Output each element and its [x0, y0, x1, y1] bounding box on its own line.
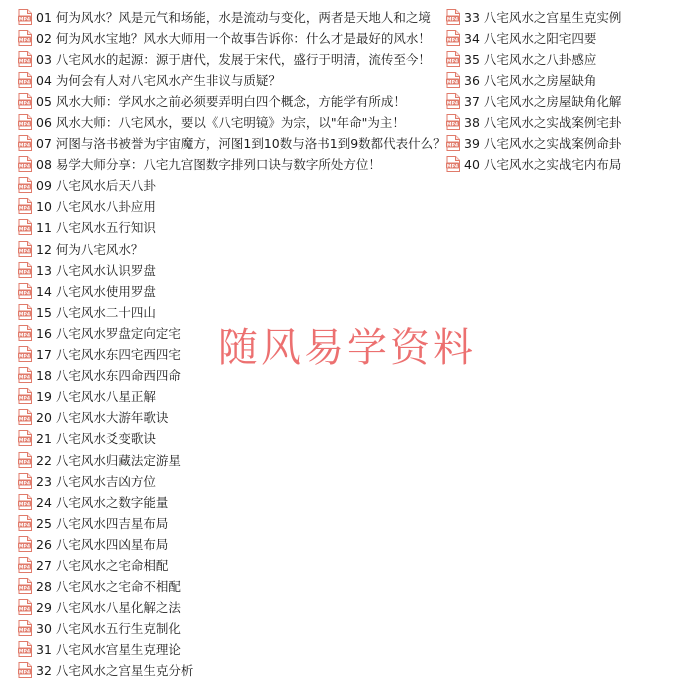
file-name: 29 八宅风水八星化解之法 — [36, 600, 181, 616]
file-item[interactable] — [446, 48, 700, 69]
svg-text:MP4: MP4 — [18, 354, 31, 360]
mp4-file-icon — [18, 557, 32, 573]
svg-text:MP4: MP4 — [18, 206, 31, 212]
file-item[interactable] — [18, 301, 448, 322]
file-item[interactable] — [18, 27, 448, 48]
mp4-file-icon — [18, 662, 32, 678]
svg-text:MP4: MP4 — [18, 269, 31, 275]
mp4-file-icon — [18, 93, 32, 109]
file-name: 38 八宅风水之实战案例宅卦 — [464, 115, 622, 131]
file-item[interactable] — [18, 6, 448, 27]
file-item[interactable] — [18, 618, 448, 639]
svg-text:MP4: MP4 — [18, 459, 31, 465]
file-item[interactable] — [18, 491, 448, 512]
file-name: 01 何为风水？风是元气和场能，水是流动与变化，两者是天地人和之境 — [36, 9, 431, 25]
file-item[interactable] — [18, 576, 448, 597]
svg-text:MP4: MP4 — [18, 16, 31, 22]
file-item[interactable] — [446, 111, 700, 132]
mp4-file-icon — [18, 30, 32, 46]
svg-text:MP4: MP4 — [18, 628, 31, 634]
file-name: 05 风水大师：学风水之前必须要弄明白四个概念，方能学有所成！ — [36, 93, 406, 109]
file-name: 16 八宅风水罗盘定向定宅 — [36, 325, 181, 341]
file-item[interactable] — [18, 111, 448, 132]
file-item[interactable] — [18, 48, 448, 69]
file-name: 25 八宅风水四吉星布局 — [36, 515, 169, 531]
file-item[interactable] — [18, 365, 448, 386]
file-item[interactable] — [18, 533, 448, 554]
svg-text:MP4: MP4 — [446, 164, 459, 170]
file-name: 39 八宅风水之实战案例命卦 — [464, 136, 622, 152]
file-name: 23 八宅风水吉凶方位 — [36, 473, 156, 489]
mp4-file-icon — [18, 114, 32, 130]
svg-text:MP4: MP4 — [18, 143, 31, 149]
mp4-file-icon — [446, 135, 460, 151]
svg-text:MP4: MP4 — [446, 143, 459, 149]
file-item[interactable] — [18, 90, 448, 111]
svg-text:MP4: MP4 — [18, 312, 31, 318]
file-name: 36 八宅风水之房屋缺角 — [464, 72, 597, 88]
file-name: 14 八宅风水使用罗盘 — [36, 283, 156, 299]
file-item[interactable] — [18, 428, 448, 449]
mp4-file-icon — [446, 93, 460, 109]
watermark-text: 随风易学资料 — [218, 325, 476, 371]
mp4-file-icon — [446, 51, 460, 67]
svg-text:MP4: MP4 — [18, 291, 31, 297]
file-name: 24 八宅风水之数字能量 — [36, 494, 169, 510]
file-item[interactable] — [446, 90, 700, 111]
svg-text:MP4: MP4 — [18, 227, 31, 233]
file-item[interactable] — [18, 554, 448, 575]
mp4-file-icon — [18, 304, 32, 320]
file-name: 02 何为风水宝地？风水大师用一个故事告诉你：什么才是最好的风水！ — [36, 30, 431, 46]
file-name: 18 八宅风水东四命西四命 — [36, 368, 181, 384]
file-item[interactable] — [18, 196, 448, 217]
file-name: 09 八宅风水后天八卦 — [36, 178, 156, 194]
svg-text:MP4: MP4 — [18, 185, 31, 191]
file-item[interactable] — [18, 386, 448, 407]
svg-text:MP4: MP4 — [18, 59, 31, 65]
file-name: 21 八宅风水爻变歌诀 — [36, 431, 156, 447]
file-item[interactable] — [18, 259, 448, 280]
file-item[interactable] — [18, 322, 448, 343]
svg-text:MP4: MP4 — [18, 649, 31, 655]
mp4-file-icon — [18, 241, 32, 257]
mp4-file-icon — [446, 72, 460, 88]
file-item[interactable] — [18, 238, 448, 259]
file-name: 11 八宅风水五行知识 — [36, 220, 156, 236]
file-name: 10 八宅风水八卦应用 — [36, 199, 156, 215]
file-name: 15 八宅风水二十四山 — [36, 304, 156, 320]
file-name: 40 八宅风水之实战宅内布局 — [464, 157, 622, 173]
mp4-file-icon — [18, 51, 32, 67]
file-name: 20 八宅风水大游年歌诀 — [36, 410, 169, 426]
mp4-file-icon — [446, 156, 460, 172]
svg-text:MP4: MP4 — [446, 122, 459, 128]
file-name: 28 八宅风水之宅命不相配 — [36, 579, 181, 595]
file-name: 31 八宅风水宫星生克理论 — [36, 642, 181, 658]
file-name: 07 河图与洛书被誉为宇宙魔方，河图1到10数与洛书1到9数都代表什么？ — [36, 136, 446, 152]
file-name: 26 八宅风水四凶星布局 — [36, 536, 169, 552]
svg-text:MP4: MP4 — [446, 59, 459, 65]
mp4-file-icon — [18, 262, 32, 278]
mp4-file-icon — [446, 114, 460, 130]
file-name: 13 八宅风水认识罗盘 — [36, 262, 156, 278]
mp4-file-icon — [18, 515, 32, 531]
mp4-file-icon — [18, 72, 32, 88]
file-name: 30 八宅风水五行生克制化 — [36, 621, 181, 637]
file-name: 37 八宅风水之房屋缺角化解 — [464, 93, 622, 109]
svg-text:MP4: MP4 — [18, 164, 31, 170]
svg-text:MP4: MP4 — [18, 101, 31, 107]
file-name: 06 风水大师：八宅风水，要以《八宅明镜》为宗，以"年命"为主！ — [36, 115, 405, 131]
file-item[interactable] — [18, 133, 448, 154]
file-name: 17 八宅风水东四宅西四宅 — [36, 347, 181, 363]
mp4-file-icon — [18, 135, 32, 151]
file-item[interactable] — [18, 512, 448, 533]
mp4-file-icon — [18, 473, 32, 489]
file-name: 08 易学大师分享：八宅九宫图数字排列口诀与数字所处方位！ — [36, 157, 381, 173]
file-item[interactable] — [18, 280, 448, 301]
svg-text:MP4: MP4 — [18, 502, 31, 508]
svg-text:MP4: MP4 — [446, 101, 459, 107]
file-name: 04 为何会有人对八宅风水产生非议与质疑？ — [36, 72, 281, 88]
file-name: 12 何为八宅风水？ — [36, 241, 144, 257]
mp4-file-icon — [18, 177, 32, 193]
file-name: 27 八宅风水之宅命相配 — [36, 557, 169, 573]
svg-text:MP4: MP4 — [18, 80, 31, 86]
svg-text:MP4: MP4 — [446, 80, 459, 86]
mp4-file-icon — [18, 536, 32, 552]
mp4-file-icon — [18, 388, 32, 404]
file-item[interactable] — [18, 175, 448, 196]
mp4-file-icon — [18, 325, 32, 341]
mp4-file-icon — [18, 367, 32, 383]
svg-text:MP4: MP4 — [18, 37, 31, 43]
file-item[interactable] — [18, 449, 448, 470]
file-item[interactable] — [446, 133, 700, 154]
file-item[interactable] — [18, 407, 448, 428]
mp4-file-icon — [18, 578, 32, 594]
svg-text:MP4: MP4 — [18, 523, 31, 529]
file-item[interactable] — [446, 69, 700, 90]
svg-text:MP4: MP4 — [18, 670, 31, 676]
svg-text:MP4: MP4 — [18, 586, 31, 592]
file-item[interactable] — [18, 344, 448, 365]
svg-text:MP4: MP4 — [18, 544, 31, 550]
file-list-right — [446, 6, 700, 175]
svg-text:MP4: MP4 — [18, 396, 31, 402]
mp4-file-icon — [18, 641, 32, 657]
file-item[interactable] — [18, 154, 448, 175]
file-item[interactable] — [18, 639, 448, 660]
mp4-file-icon — [18, 9, 32, 25]
mp4-file-icon — [18, 599, 32, 615]
svg-text:MP4: MP4 — [446, 37, 459, 43]
svg-text:MP4: MP4 — [18, 122, 31, 128]
mp4-file-icon — [18, 452, 32, 468]
file-item[interactable] — [446, 6, 700, 27]
file-name: 22 八宅风水归藏法定游星 — [36, 452, 181, 468]
file-list-left — [18, 6, 448, 681]
file-item[interactable] — [18, 69, 448, 90]
file-item[interactable] — [18, 217, 448, 238]
svg-text:MP4: MP4 — [18, 417, 31, 423]
svg-text:MP4: MP4 — [18, 375, 31, 381]
svg-text:MP4: MP4 — [18, 607, 31, 613]
svg-text:MP4: MP4 — [18, 480, 31, 486]
mp4-file-icon — [18, 219, 32, 235]
file-name: 03 八宅风水的起源：源于唐代，发展于宋代，盛行于明清，流传至今！ — [36, 51, 431, 67]
mp4-file-icon — [446, 30, 460, 46]
mp4-file-icon — [18, 494, 32, 510]
file-name: 34 八宅风水之阳宅四要 — [464, 30, 597, 46]
file-name: 33 八宅风水之宫星生克实例 — [464, 9, 622, 25]
file-name: 19 八宅风水八星正解 — [36, 389, 156, 405]
svg-text:MP4: MP4 — [18, 248, 31, 254]
file-item[interactable] — [446, 154, 700, 175]
svg-text:MP4: MP4 — [18, 565, 31, 571]
mp4-file-icon — [18, 283, 32, 299]
svg-text:MP4: MP4 — [446, 16, 459, 22]
mp4-file-icon — [18, 620, 32, 636]
file-item[interactable] — [446, 27, 700, 48]
file-name: 32 八宅风水之宫星生克分析 — [36, 663, 194, 679]
file-name: 35 八宅风水之八卦感应 — [464, 51, 597, 67]
mp4-file-icon — [446, 9, 460, 25]
mp4-file-icon — [18, 156, 32, 172]
file-item[interactable] — [18, 597, 448, 618]
mp4-file-icon — [18, 409, 32, 425]
svg-text:MP4: MP4 — [18, 333, 31, 339]
file-item[interactable] — [18, 470, 448, 491]
mp4-file-icon — [18, 346, 32, 362]
mp4-file-icon — [18, 198, 32, 214]
svg-text:MP4: MP4 — [18, 438, 31, 444]
mp4-file-icon — [18, 430, 32, 446]
file-item[interactable] — [18, 660, 448, 681]
